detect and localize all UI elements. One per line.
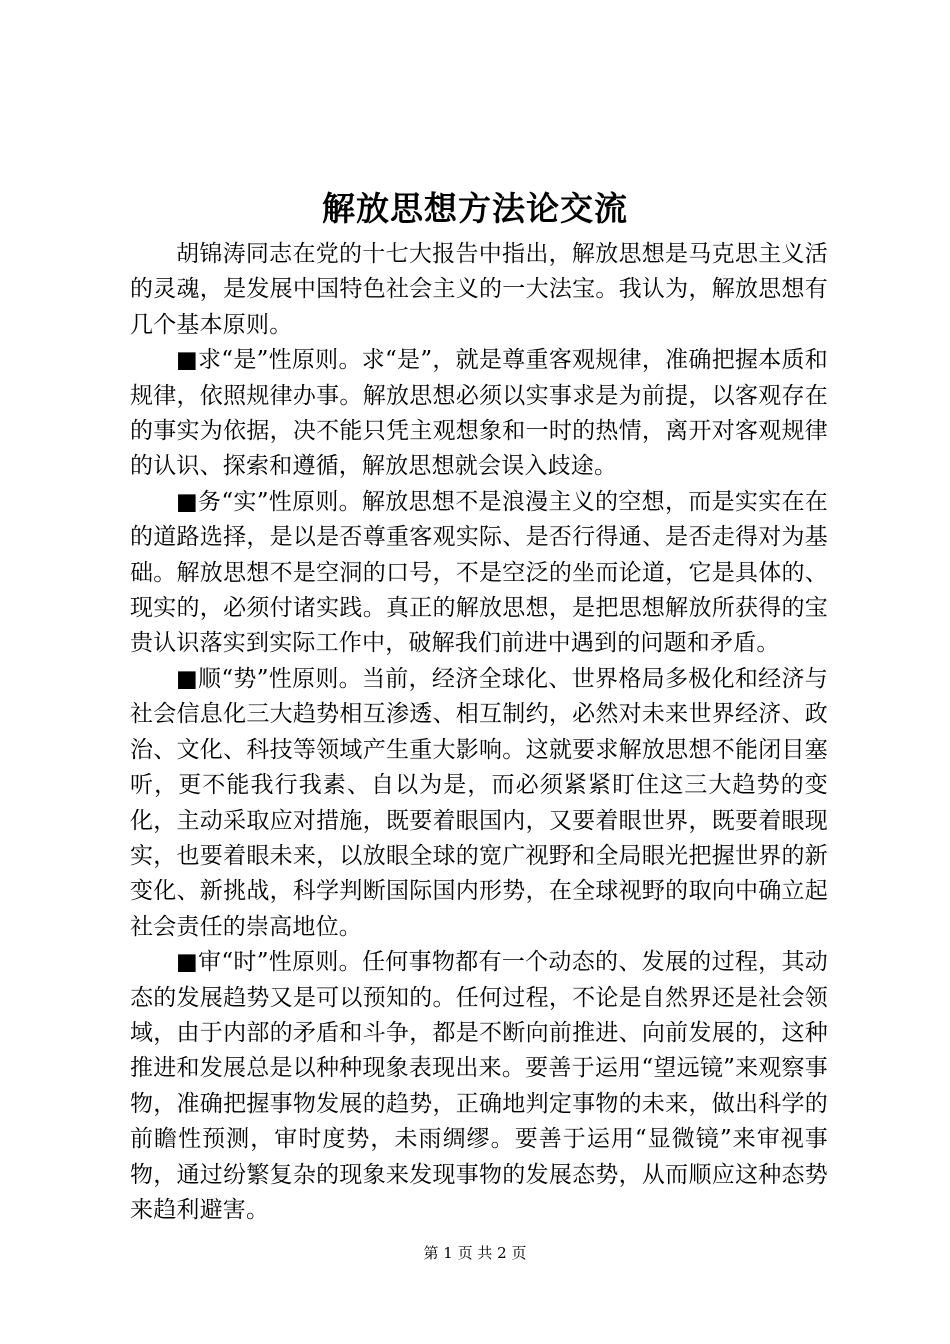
paragraph-principle-shi-trend: ■顺“势”性原则。当前，经济全球化、世界格局多极化和经济与社会信息化三大趋势相互渗透、相互制约，必然对未来世界经济、政治、文化、科技等领域产生重大影响。这就要求解放思想不能闭目塞听，更不能我行我素、自以为是，而必须紧紧盯住这三大趋势的变化，主动采取应对措施，既要着眼国内，又要着眼世界，既要着眼现实，也要着眼未来，以放眼全球的宽广视野和全局眼光把握世界的新变化、新挑战，科学判断国际国内形势，在全球视野的取向中确立起社会责任的崇高地位。 — [130, 665, 828, 940]
paragraph-principle-shi-practical: ■务“实”性原则。解放思想不是浪漫主义的空想，而是实实在在的道路选择，是以是否尊重客观实际、是否行得通、是否走得对为基础。解放思想不是空洞的口号，不是空泛的坐而论道，它是具体的、现实的，必须付诸实践。真正的解放思想，是把思想解放所获得的宝贵认识落实到实际工作中，破解我们前进中遇到的问题和矛盾。 — [130, 488, 828, 657]
page-footer: 第 1 页 共 2 页 — [423, 1244, 527, 1262]
document-body — [130, 237, 828, 1228]
paragraph-intro: 胡锦涛同志在党的十七大报告中指出，解放思想是马克思主义活的灵魂，是发展中国特色社会主义的一大法宝。我认为，解放思想有几个基本原则。 — [130, 241, 828, 338]
paragraph-principle-shi: ■求“是”性原则。求“是”，就是尊重客观规律，准确把握本质和规律，依照规律办事。解放思想必须以实事求是为前提，以客观存在的事实为依据，决不能只凭主观想象和一时的热情，离开对客观规律的认识、探索和遵循，解放思想就会误入歧途。 — [130, 347, 828, 480]
paragraph-principle-shi-timing: ■审“时”性原则。任何事物都有一个动态的、发展的过程，其动态的发展趋势又是可以预知的。任何过程，不论是自然界还是社会领域，由于内部的矛盾和斗争，都是不断向前推进、向前发展的，这种推进和发展总是以种种现象表现出来。要善于运用“望远镜”来观察事物，准确把握事物发展的趋势，正确地判定事物的未来，做出科学的前瞻性预测，审时度势，未雨绸缪。要善于运用“显微镜”来审视事物，通过纷繁复杂的现象来发现事物的发展态势，从而顺应这种态势来趋利避害。 — [130, 949, 828, 1223]
document-title: 解放思想方法论交流 — [322, 189, 628, 228]
